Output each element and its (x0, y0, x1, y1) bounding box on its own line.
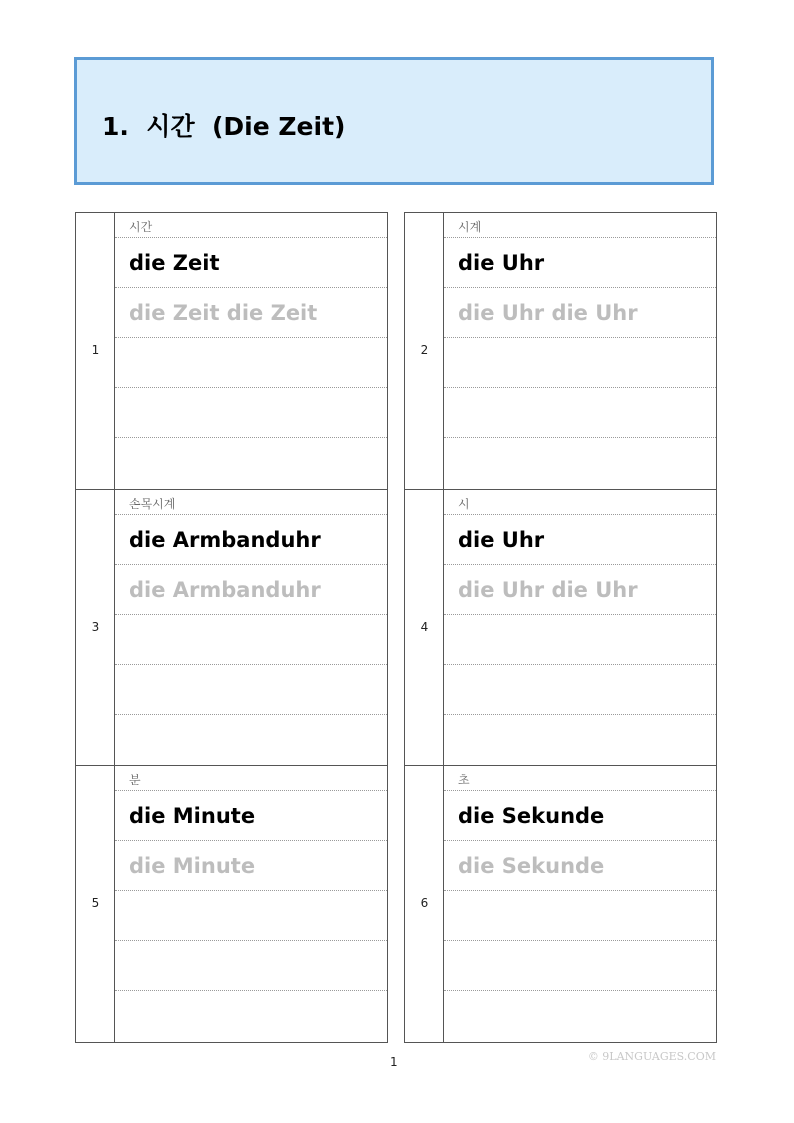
german-word: die Uhr (458, 251, 545, 275)
writing-line[interactable] (444, 891, 716, 941)
trace-text: die Armbanduhr (129, 578, 321, 602)
trace-text: die Uhr die Uhr (458, 578, 638, 602)
trace-text: die Sekunde (458, 854, 605, 878)
vocab-card-4 (404, 489, 717, 766)
trace-text: die Zeit die Zeit (129, 301, 318, 325)
vocab-card-6 (404, 765, 717, 1043)
writing-line[interactable] (115, 941, 387, 991)
german-word: die Armbanduhr (129, 528, 321, 552)
card-number-column (76, 490, 115, 766)
trace-text: die Minute (129, 854, 256, 878)
writing-line[interactable] (444, 941, 716, 991)
card-number-column (405, 490, 444, 766)
card-number: 1 (91, 343, 100, 357)
writing-line[interactable] (444, 665, 716, 715)
writing-line[interactable] (115, 338, 387, 388)
writing-line[interactable] (444, 991, 716, 1041)
card-number-column (76, 766, 115, 1042)
writing-line[interactable] (115, 438, 387, 488)
writing-line[interactable] (444, 715, 716, 765)
writing-line[interactable] (444, 338, 716, 388)
title-box (74, 57, 714, 185)
card-number: 6 (420, 896, 429, 910)
card-number: 4 (420, 620, 429, 634)
writing-line[interactable] (444, 615, 716, 665)
writing-line[interactable] (115, 715, 387, 765)
page-title: 1. 시간 (Die Zeit) (102, 112, 346, 141)
writing-line[interactable] (115, 891, 387, 941)
korean-label: 분 (129, 773, 141, 787)
german-word: die Uhr (458, 528, 545, 552)
card-number-column (76, 213, 115, 489)
card-number: 2 (420, 343, 429, 357)
vocab-card-5 (75, 765, 388, 1043)
korean-label: 손목시계 (129, 497, 176, 511)
vocab-card-3 (75, 489, 388, 766)
korean-label: 시 (458, 497, 470, 511)
korean-label: 시간 (129, 220, 153, 234)
korean-label: 초 (458, 773, 470, 787)
card-number: 5 (91, 896, 100, 910)
card-number-column (405, 766, 444, 1042)
writing-line[interactable] (115, 991, 387, 1041)
trace-text: die Uhr die Uhr (458, 301, 638, 325)
german-word: die Sekunde (458, 804, 605, 828)
writing-line[interactable] (444, 438, 716, 488)
page-number: 1 (390, 1055, 398, 1069)
german-word: die Minute (129, 804, 256, 828)
card-number-column (405, 213, 444, 489)
vocab-card-1 (75, 212, 388, 489)
german-word: die Zeit (129, 251, 220, 275)
vocab-card-2 (404, 212, 717, 489)
copyright-notice: © 9LANGUAGES.COM (587, 1050, 716, 1063)
writing-line[interactable] (115, 615, 387, 665)
writing-line[interactable] (115, 665, 387, 715)
korean-label: 시계 (458, 220, 482, 234)
writing-line[interactable] (115, 388, 387, 438)
card-number: 3 (91, 620, 100, 634)
writing-line[interactable] (444, 388, 716, 438)
